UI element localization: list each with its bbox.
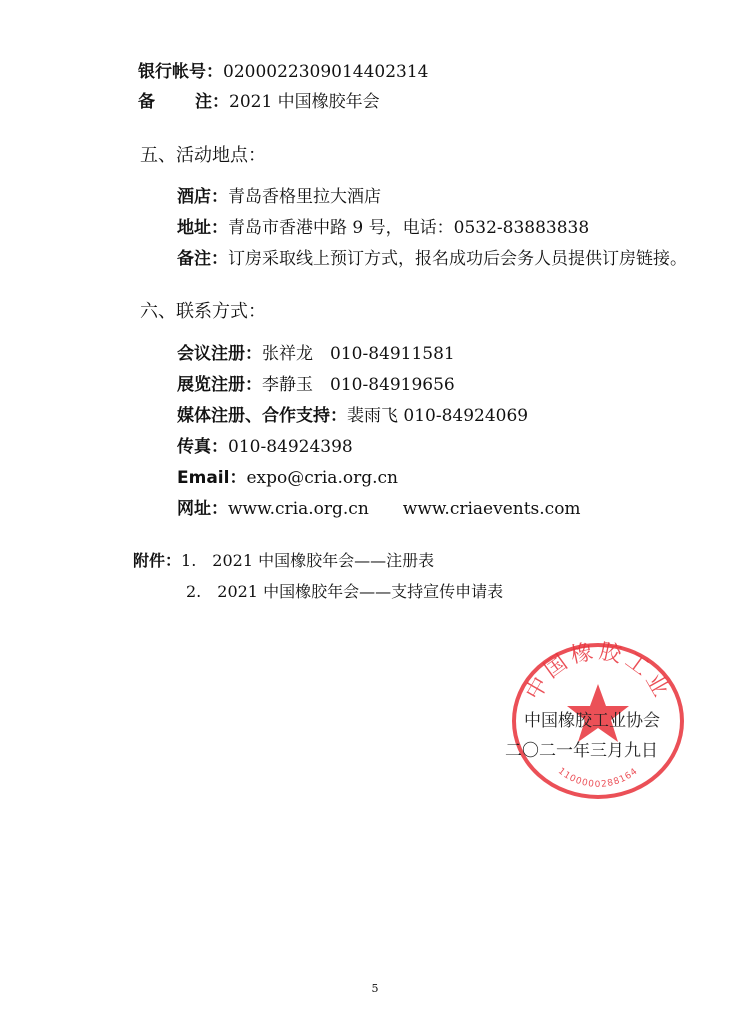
hotel-note-label: 备注： [177,249,228,269]
hotel-row [177,186,381,208]
contact-value: 裴雨飞 010-84924069 [347,406,529,426]
bank-account-row [138,61,429,83]
contact-row-website [177,498,581,520]
contact-label: 会议注册： [177,344,262,364]
bank-remark-value: 2021 中国橡胶年会 [229,92,380,112]
address-row [177,217,589,239]
address-value: 青岛市香港中路 9 号，电话：0532-83883838 [228,218,590,238]
hotel-label: 酒店： [177,187,228,207]
attachment-label: 附件： [133,551,182,570]
contact-row-media [177,405,528,427]
hotel-note-row [177,248,687,270]
signature-org: 中国橡胶工业协会 [524,711,660,731]
contact-label: 媒体注册、合作支持： [177,406,347,426]
attachment-row-2 [186,581,503,603]
website-links[interactable]: www.cria.org.cn www.criaevents.com [228,499,581,519]
email-link[interactable]: expo@cria.org.cn [246,468,398,488]
contact-value: 张祥龙 010-84911581 [262,344,455,364]
signature-date: 二〇二一年三月九日 [505,741,658,761]
address-label: 地址： [177,218,228,238]
contact-label: Email： [177,468,247,488]
attachment-row-1 [133,550,434,572]
attachment-item: 2. 2021 中国橡胶年会——支持宣传申请表 [186,582,504,601]
svg-text:1100000288164 [556,766,640,789]
bank-remark-row [138,91,380,113]
contact-label: 网址： [177,499,228,519]
contact-label: 传真： [177,437,228,457]
page-number: 5 [371,982,379,995]
section5-heading: 五、活动地点： [140,145,266,166]
bank-account-value: 0200022309014402314 [223,62,429,82]
contact-value: 李静玉 010-84919656 [262,375,455,395]
bank-account-label: 银行帐号： [138,62,223,82]
section6-heading: 六、联系方式： [140,301,266,322]
contact-label: 展览注册： [177,375,262,395]
contact-value: 010-84924398 [228,437,353,457]
contact-row-exhibition [177,374,455,396]
hotel-value: 青岛香格里拉大酒店 [228,187,381,207]
contact-row-email [177,467,398,489]
seal-number-text: 1100000288164 [555,766,641,790]
contact-row-meeting [177,343,455,365]
attachment-item: 1. 2021 中国橡胶年会——注册表 [181,551,435,570]
hotel-note-value: 订房采取线上预订方式，报名成功后会务人员提供订房链接。 [228,249,687,269]
bank-remark-label-b: 注： [195,92,229,112]
contact-row-fax [177,436,353,458]
seal-top-text: 中国橡胶工业 [521,640,675,705]
bank-remark-label-a: 备 [138,92,155,112]
